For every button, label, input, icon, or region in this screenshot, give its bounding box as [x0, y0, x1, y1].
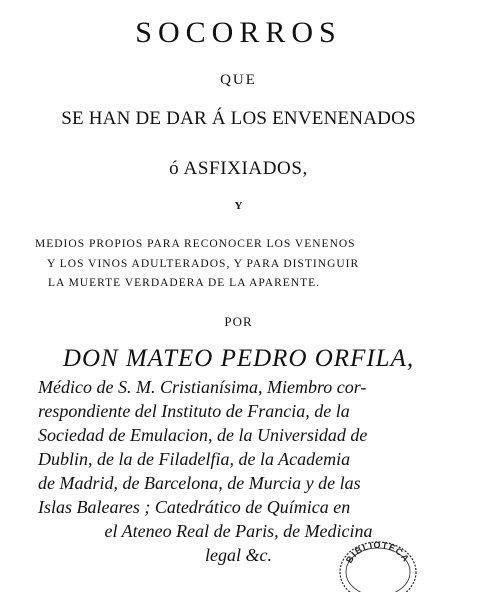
- means-line-3: LA MUERTE VERDADERA DE LA APARENTE.: [48, 277, 320, 289]
- subtitle-line-2: ó ASFIXIADOS,: [169, 158, 308, 179]
- means-line-2: Y LOS VINOS ADULTERADOS, Y PARA DISTINGUIR: [47, 258, 360, 270]
- que-line: QUE: [220, 72, 257, 88]
- svg-text:BIBLIOTECA: [344, 540, 412, 565]
- stamp-text: BIBLIOTECA: [343, 539, 412, 565]
- author-name: DON MATEO PEDRO ORFILA,: [62, 345, 415, 372]
- por-line: POR: [224, 314, 253, 329]
- author-credentials-line-8: legal &c.: [205, 545, 272, 565]
- book-title: SOCORROS: [135, 16, 342, 49]
- author-credentials-line-1: Médico de S. M. Cristianísima, Miembro cor-: [38, 377, 367, 397]
- author-credentials-line-3: Sociedad de Emulacion, de la Universidad de: [38, 425, 368, 445]
- means-line-1: MEDIOS PROPIOS PARA RECONOCER LOS VENENOS: [35, 238, 356, 250]
- author-credentials-line-5: de Madrid, de Barcelona, de Murcia y de las: [38, 473, 361, 493]
- library-stamp-icon: [330, 532, 430, 592]
- subtitle-line-1: SE HAN DE DAR Á LOS ENVENENADOS: [61, 108, 416, 129]
- author-credentials-line-6: Islas Baleares ; Catedrático de Química en: [38, 497, 351, 517]
- author-credentials-line-2: respondiente del Instituto de Francia, de la: [38, 401, 350, 421]
- conjunction-y: Y: [234, 200, 243, 212]
- author-credentials-line-4: Dublin, de la de Filadelfia, de la Academia: [38, 449, 351, 469]
- author-credentials-line-7: el Ateneo Real de Paris, de Medicina: [104, 521, 373, 541]
